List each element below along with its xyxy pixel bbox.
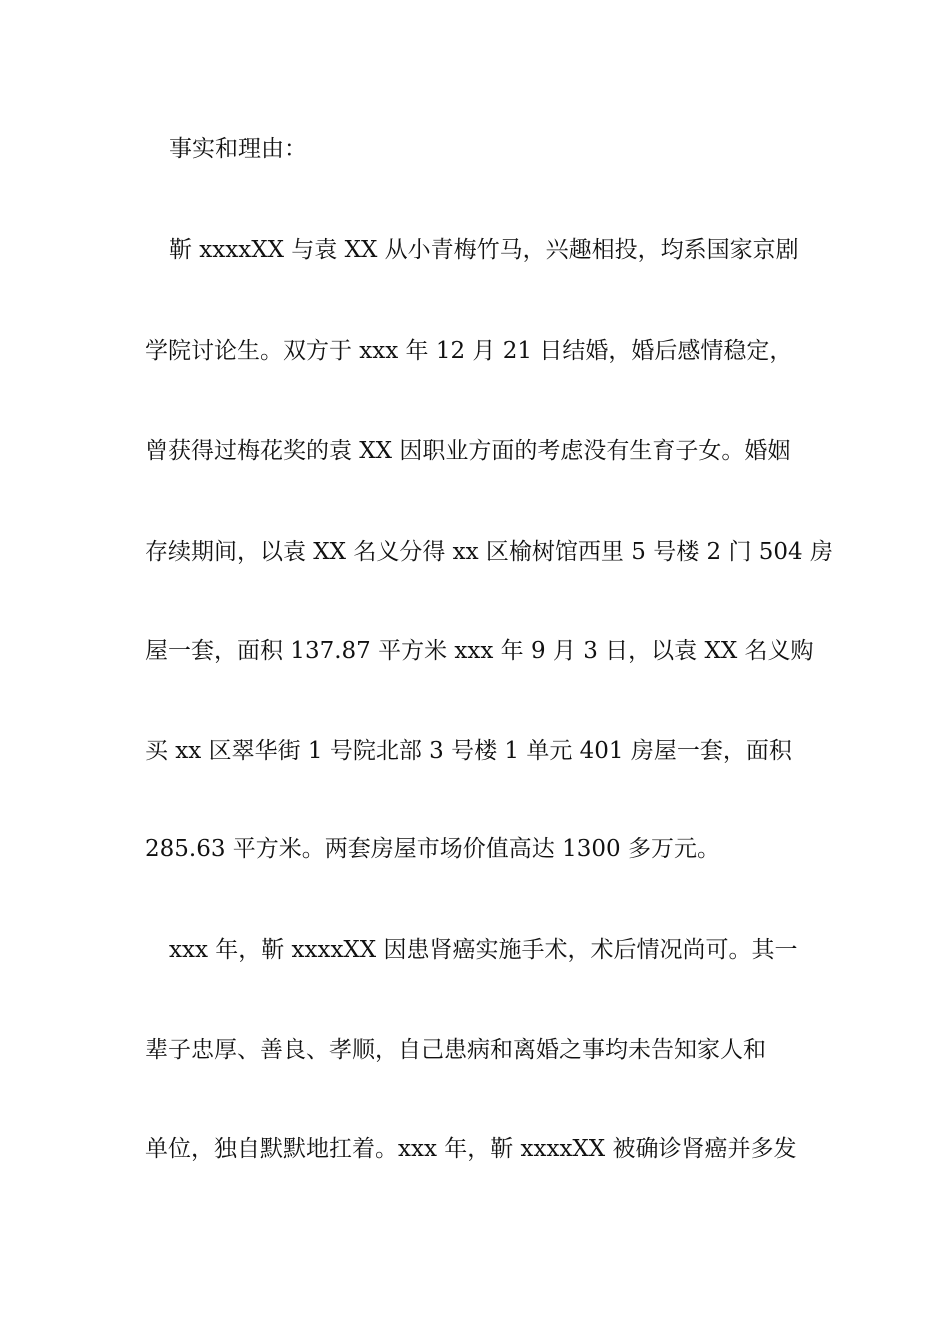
paragraph-line: 学院讨论生。双方于 xxx 年 12 月 21 日结婚，婚后感情稳定，: [145, 338, 793, 364]
paragraph-line: 曾获得过梅花奖的袁 XX 因职业方面的考虑没有生育子女。婚姻: [145, 438, 791, 464]
paragraph-line: 屋一套，面积 137.87 平方米 xxx 年 9 月 3 日，以袁 XX 名义购: [145, 638, 814, 664]
paragraph-line: 辈子忠厚、善良、孝顺，自己患病和离婚之事均未告知家人和: [145, 1037, 766, 1063]
section-heading: 事实和理由：: [169, 136, 307, 162]
paragraph-line: 靳 xxxxXX 与袁 XX 从小青梅竹马，兴趣相投，均系国家京剧: [169, 237, 799, 263]
paragraph-line: 买 xx 区翠华街 1 号院北部 3 号楼 1 单元 401 房屋一套，面积: [145, 738, 792, 764]
paragraph-line: 单位，独自默默地扛着。xxx 年，靳 xxxxXX 被确诊肾癌并多发: [145, 1136, 797, 1162]
paragraph-line: xxx 年，靳 xxxxXX 因患肾癌实施手术，术后情况尚可。其一: [169, 937, 798, 963]
paragraph-line: 存续期间，以袁 XX 名义分得 xx 区榆树馆西里 5 号楼 2 门 504 房: [145, 539, 833, 565]
paragraph-line: 285.63 平方米。两套房屋市场价值高达 1300 多万元。: [145, 836, 720, 862]
